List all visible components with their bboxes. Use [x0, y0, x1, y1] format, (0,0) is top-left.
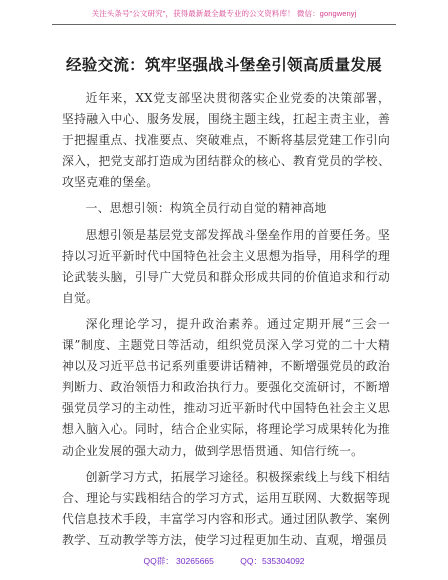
document-body [62, 88, 390, 556]
paragraph: 深化理论学习，提升政治素养。通过定期开展“三会一课”制度、主题党日等活动，组织党员深入学习党的二十大精神以及习近平总书记系列重要讲话精神，不断增强党员的政治判断力、政治领悟力和政治执行力。要强化交流研讨，不断增强党员学习的主动性，推动习近平新时代中国特色社会主义思想入脑入心。同时，结合企业实际，将理论学习成果转化为推动企业发展的强大动力，做到学思悟贯通、知信行统一。 [62, 316, 390, 458]
promo-banner: 关注头条号"公文研究"，获得最新最全最专业的公文资料库！ 微信：gongwenyj [91, 9, 357, 18]
page-footer [0, 555, 448, 567]
document-title: 经验交流：筑牢坚强战斗堡垒引领高质量发展 [65, 55, 382, 74]
section-heading: 一、思想引领：构筑全员行动自觉的精神高地 [85, 201, 327, 216]
header-divider [52, 24, 396, 25]
paragraph-intro: 近年来，XX党支部坚决贯彻落实企业党委的决策部署，坚持融入中心、服务发展，围绕主题主线，扛起主责主业，善于把握重点、找准要点、突破难点，不断将基层党建工作引向深入，把党支部打造成为团结群众的核心、教育党员的学校、攻坚克难的堡垒。 [62, 91, 390, 190]
paragraph: 创新学习方式，拓展学习途径。积极探索线上与线下相结合、理论与实践相结合的学习方式，运用互联网、大数据等现代信息技术手段，丰富学习内容和形式。通过团队教学、案例教学、互动教学等方法，使学习过程更加生动、直观，增强员 [62, 469, 390, 547]
qq-group-text: QQ群： 30265665 [143, 556, 214, 566]
qq-text: QQ：535304092 [240, 556, 305, 566]
paragraph: 思想引领是基层党支部发挥战斗堡垒作用的首要任务。坚持以习近平新时代中国特色社会主义思想为指导，用科学的理论武装头脑，引导广大党员和群众形成共同的价值追求和行动自觉。 [62, 227, 390, 305]
